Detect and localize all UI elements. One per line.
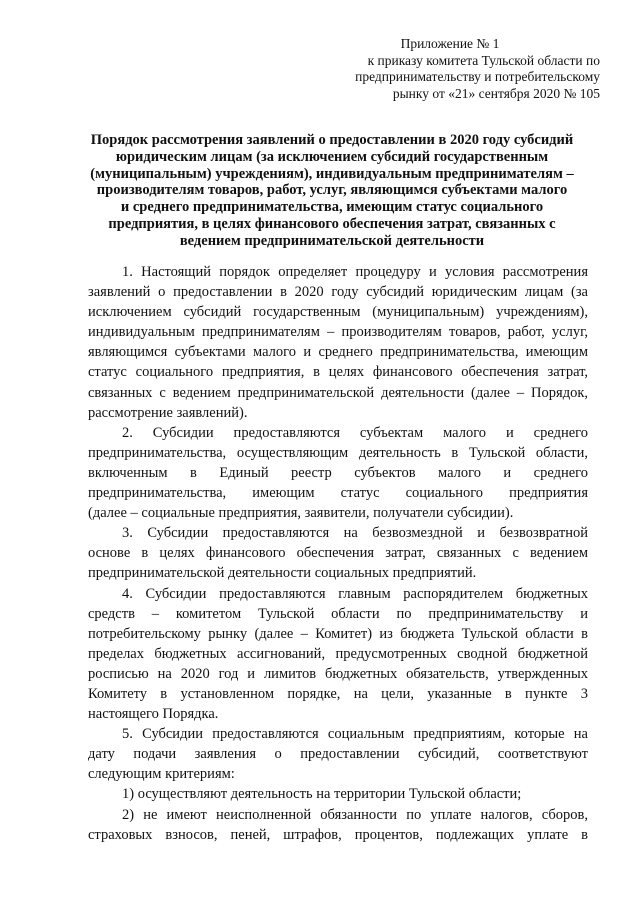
paragraph-4-line: потребительскому рынку (далее – Комитет) из бюджета Тульской области в: [88, 625, 588, 642]
paragraph-4-line: 4. Субсидии предоставляются главным распорядителем бюджетных: [122, 585, 588, 602]
paragraph-4-line: росписью на 2020 год и лимитов бюджетных обязательств, утвержденных: [88, 665, 588, 682]
appendix-number: Приложение № 1: [400, 36, 500, 51]
appendix-order-line: к приказу комитета Тульской области по: [367, 52, 600, 68]
title-line: юридическим лицам (за исключением субсидий государственным: [115, 148, 549, 165]
paragraph-1-line: исключением субсидий государственным (муниципальным) учреждениям),: [88, 304, 588, 321]
title-line: производителям товаров, работ, услуг, являющимся субъектами малого: [96, 182, 568, 199]
title-line: (муниципальным) учреждениям), индивидуальным предпринимателям –: [90, 165, 574, 182]
criteria-item-1: 1) осуществляют деятельность на территории Тульской области;: [122, 786, 522, 803]
paragraph-2-line: включенным в Единый реестр субъектов малого и среднего: [88, 464, 588, 481]
paragraph-1-line: статус социального предприятия, в целях финансового обеспечения затрат,: [88, 364, 588, 381]
document-title: [72, 132, 592, 250]
appendix-header: [300, 36, 600, 102]
criteria-item-2-line: 2) не имеют неисполненной обязанности по уплате налогов, сборов,: [122, 806, 588, 823]
paragraph-3-line: предпринимательской деятельности социальных предприятий.: [88, 565, 477, 582]
paragraph-4-line: Комитету в установленном порядке, на цели, указанные в пункте 3: [88, 685, 588, 702]
paragraph-5-line: дату подачи заявления о предоставлении субсидий, соответствуют: [88, 746, 588, 763]
paragraph-1-line: рассмотрение заявлений).: [88, 404, 248, 421]
document-body: [88, 262, 588, 845]
paragraph-1-line: заявлений о предоставлении в 2020 году субсидий юридическим лицам (за: [88, 284, 588, 301]
paragraph-2-line: (далее – социальные предприятия, заявители, получатели субсидии).: [88, 505, 514, 522]
paragraph-2-line: предпринимательства, осуществляющим деятельность в Тульской области,: [88, 444, 588, 461]
title-line: Порядок рассмотрения заявлений о предоставлении в 2020 году субсидий: [90, 132, 574, 148]
paragraph-5-line: 5. Субсидии предоставляются социальным предприятиям, которые на: [122, 726, 588, 743]
title-line: и среднего предпринимательства, имеющим статус социального: [120, 199, 544, 216]
appendix-order-line: предпринимательству и потребительскому: [355, 69, 600, 84]
paragraph-3-line: основе в целях финансового обеспечения затрат, связанных с ведением: [88, 545, 588, 562]
criteria-item-2-line: страховых взносов, пеней, штрафов, процентов, подлежащих уплате в: [88, 826, 588, 843]
title-line: ведением предпринимательской деятельности: [179, 232, 485, 249]
paragraph-4-line: средств – комитетом Тульской области по предпринимательству и: [88, 605, 588, 622]
title-line: предприятия, в целях финансового обеспечения затрат, связанных с: [108, 215, 556, 232]
paragraph-1-line: являющимся субъектами малого и среднего предпринимательства, имеющим: [88, 344, 588, 361]
paragraph-1-line: 1. Настоящий порядок определяет процедуру и условия рассмотрения: [122, 264, 588, 280]
paragraph-2-line: предпринимательства, имеющим статус социального предприятия: [88, 485, 588, 502]
paragraph-1-line: связанных с ведением предпринимательской деятельности (далее – Порядок,: [88, 384, 588, 401]
paragraph-4-line: пределах бюджетных ассигнований, предусмотренных сводной бюджетной: [88, 645, 588, 662]
paragraph-5-line: следующим критериям:: [88, 766, 235, 783]
paragraph-2-line: 2. Субсидии предоставляются субъектам малого и среднего: [122, 424, 588, 441]
paragraph-3-line: 3. Субсидии предоставляются на безвозмездной и безвозвратной: [122, 525, 588, 542]
paragraph-1-line: индивидуальным предпринимателям – производителям товаров, работ, услуг,: [88, 324, 588, 341]
appendix-order-date: рынку от «21» сентября 2020 № 105: [392, 85, 600, 101]
paragraph-4-line: настоящего Порядка.: [88, 706, 219, 723]
